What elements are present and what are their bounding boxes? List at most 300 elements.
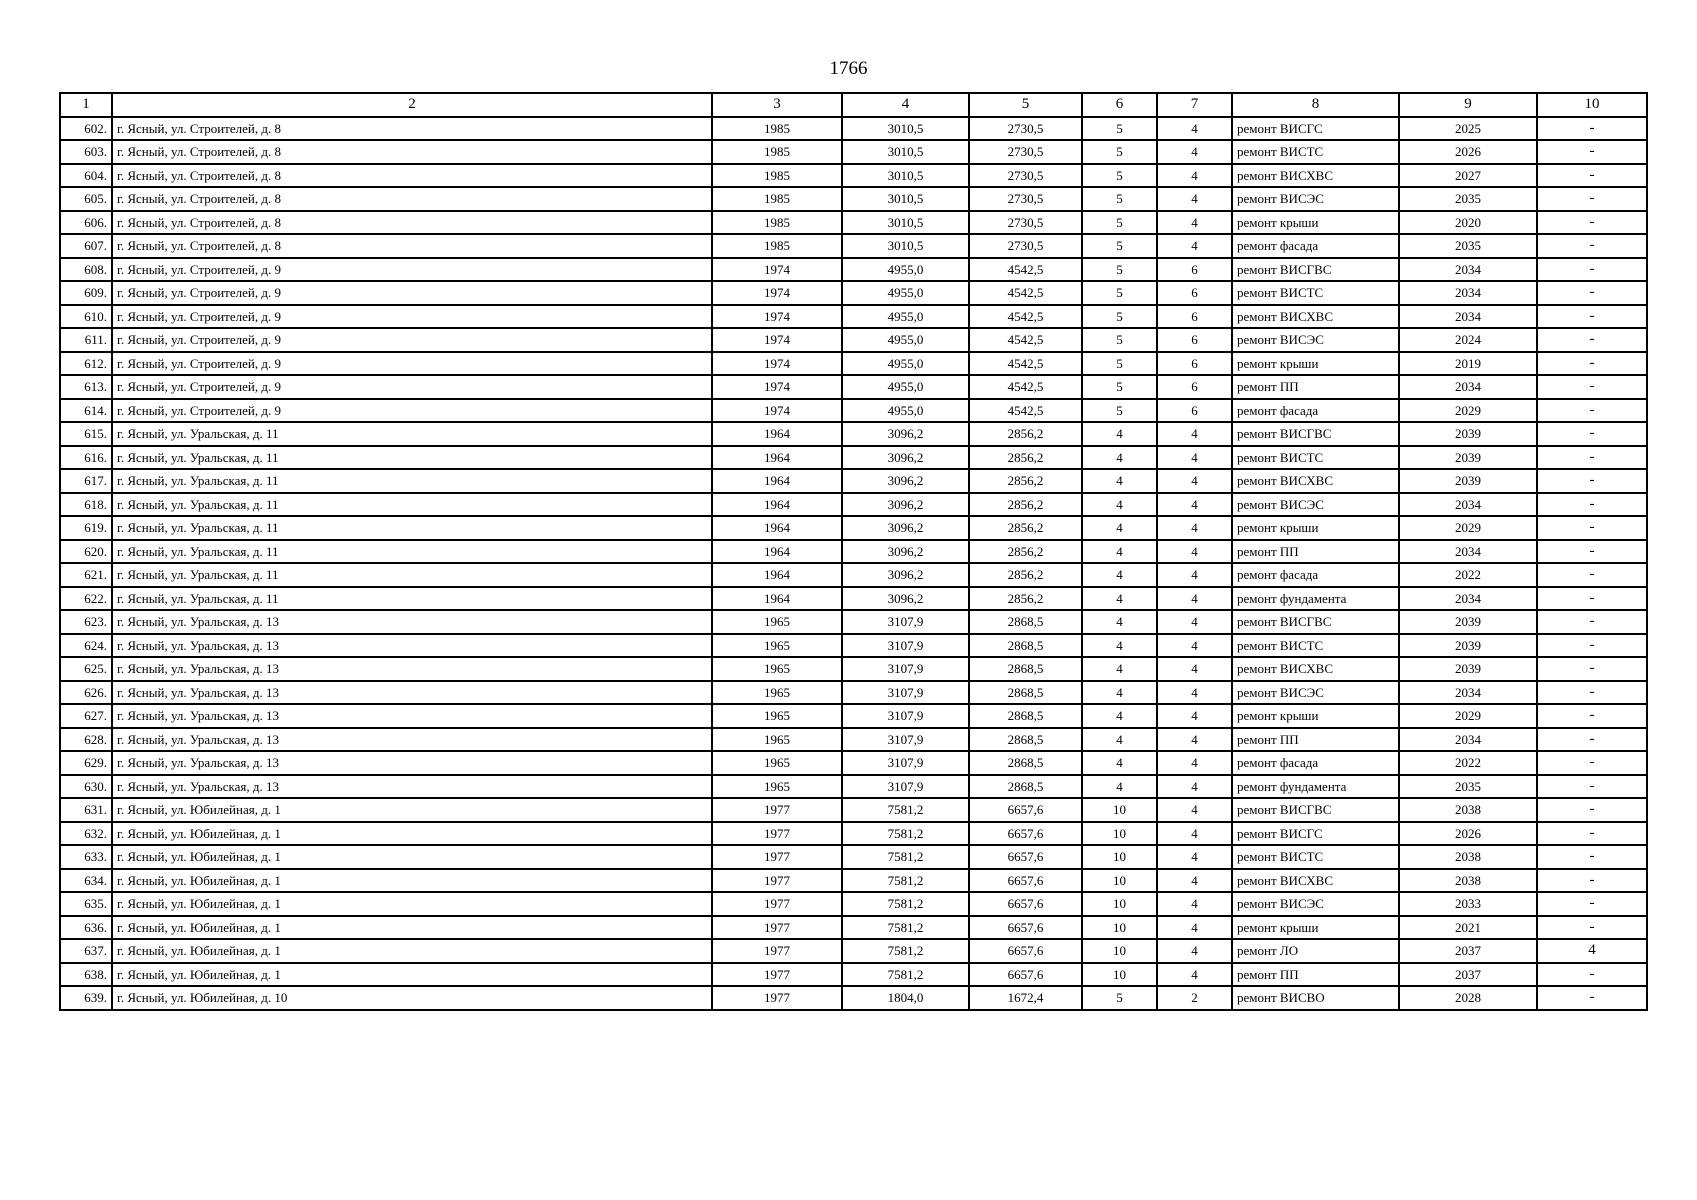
row-number-cell: 630. bbox=[60, 775, 112, 799]
work-type-cell: ремонт ВИСХВС bbox=[1232, 305, 1399, 329]
year-cell: 1985 bbox=[712, 140, 842, 164]
note-cell: - bbox=[1537, 681, 1647, 705]
year-cell: 1965 bbox=[712, 634, 842, 658]
living-area-cell: 6657,6 bbox=[969, 963, 1082, 987]
table-row bbox=[60, 728, 1647, 752]
living-area-cell: 2868,5 bbox=[969, 634, 1082, 658]
floors-cell: 10 bbox=[1082, 845, 1157, 869]
note-cell: - bbox=[1537, 963, 1647, 987]
row-number-cell: 611. bbox=[60, 328, 112, 352]
entrances-cell: 4 bbox=[1157, 211, 1232, 235]
note-cell: - bbox=[1537, 704, 1647, 728]
year-cell: 1974 bbox=[712, 399, 842, 423]
total-area-cell: 4955,0 bbox=[842, 305, 969, 329]
entrances-cell: 6 bbox=[1157, 352, 1232, 376]
note-cell: - bbox=[1537, 775, 1647, 799]
plan-year-cell: 2038 bbox=[1399, 869, 1537, 893]
plan-year-cell: 2039 bbox=[1399, 610, 1537, 634]
plan-year-cell: 2021 bbox=[1399, 916, 1537, 940]
entrances-cell: 4 bbox=[1157, 775, 1232, 799]
note-cell: - bbox=[1537, 916, 1647, 940]
work-type-cell: ремонт ПП bbox=[1232, 728, 1399, 752]
work-type-cell: ремонт крыши bbox=[1232, 352, 1399, 376]
table-row bbox=[60, 305, 1647, 329]
total-area-cell: 7581,2 bbox=[842, 822, 969, 846]
table-row bbox=[60, 798, 1647, 822]
work-type-cell: ремонт ВИСГВС bbox=[1232, 258, 1399, 282]
work-type-cell: ремонт ЛО bbox=[1232, 939, 1399, 963]
total-area-cell: 4955,0 bbox=[842, 281, 969, 305]
table-row bbox=[60, 375, 1647, 399]
address-cell: г. Ясный, ул. Уральская, д. 13 bbox=[112, 751, 712, 775]
year-cell: 1974 bbox=[712, 281, 842, 305]
row-number-cell: 634. bbox=[60, 869, 112, 893]
address-cell: г. Ясный, ул. Уральская, д. 11 bbox=[112, 563, 712, 587]
entrances-cell: 4 bbox=[1157, 140, 1232, 164]
column-header: 2 bbox=[112, 93, 712, 117]
table-row bbox=[60, 140, 1647, 164]
floors-cell: 4 bbox=[1082, 540, 1157, 564]
plan-year-cell: 2034 bbox=[1399, 281, 1537, 305]
year-cell: 1965 bbox=[712, 704, 842, 728]
address-cell: г. Ясный, ул. Строителей, д. 8 bbox=[112, 117, 712, 141]
work-type-cell: ремонт фасада bbox=[1232, 399, 1399, 423]
entrances-cell: 6 bbox=[1157, 399, 1232, 423]
row-number-cell: 610. bbox=[60, 305, 112, 329]
entrances-cell: 6 bbox=[1157, 305, 1232, 329]
row-number-cell: 617. bbox=[60, 469, 112, 493]
work-type-cell: ремонт ВИСГС bbox=[1232, 822, 1399, 846]
note-cell: - bbox=[1537, 822, 1647, 846]
entrances-cell: 2 bbox=[1157, 986, 1232, 1010]
note-cell: - bbox=[1537, 610, 1647, 634]
work-type-cell: ремонт ВИСХВС bbox=[1232, 869, 1399, 893]
year-cell: 1965 bbox=[712, 728, 842, 752]
note-cell: - bbox=[1537, 587, 1647, 611]
year-cell: 1977 bbox=[712, 869, 842, 893]
entrances-cell: 6 bbox=[1157, 281, 1232, 305]
note-cell: - bbox=[1537, 493, 1647, 517]
year-cell: 1964 bbox=[712, 587, 842, 611]
total-area-cell: 3096,2 bbox=[842, 422, 969, 446]
living-area-cell: 2730,5 bbox=[969, 164, 1082, 188]
table-row bbox=[60, 469, 1647, 493]
floors-cell: 4 bbox=[1082, 704, 1157, 728]
entrances-cell: 4 bbox=[1157, 728, 1232, 752]
year-cell: 1977 bbox=[712, 892, 842, 916]
entrances-cell: 4 bbox=[1157, 234, 1232, 258]
column-header: 5 bbox=[969, 93, 1082, 117]
year-cell: 1974 bbox=[712, 258, 842, 282]
table-row bbox=[60, 352, 1647, 376]
note-cell: - bbox=[1537, 751, 1647, 775]
living-area-cell: 2730,5 bbox=[969, 117, 1082, 141]
row-number-cell: 605. bbox=[60, 187, 112, 211]
row-number-cell: 636. bbox=[60, 916, 112, 940]
plan-year-cell: 2029 bbox=[1399, 516, 1537, 540]
plan-year-cell: 2027 bbox=[1399, 164, 1537, 188]
address-cell: г. Ясный, ул. Строителей, д. 9 bbox=[112, 375, 712, 399]
entrances-cell: 4 bbox=[1157, 751, 1232, 775]
total-area-cell: 3107,9 bbox=[842, 728, 969, 752]
floors-cell: 4 bbox=[1082, 610, 1157, 634]
floors-cell: 5 bbox=[1082, 399, 1157, 423]
note-cell: - bbox=[1537, 352, 1647, 376]
total-area-cell: 3010,5 bbox=[842, 234, 969, 258]
total-area-cell: 3107,9 bbox=[842, 681, 969, 705]
note-cell: - bbox=[1537, 563, 1647, 587]
address-cell: г. Ясный, ул. Юбилейная, д. 1 bbox=[112, 869, 712, 893]
header-row bbox=[60, 93, 1647, 117]
note-cell: - bbox=[1537, 469, 1647, 493]
address-cell: г. Ясный, ул. Уральская, д. 13 bbox=[112, 704, 712, 728]
address-cell: г. Ясный, ул. Строителей, д. 8 bbox=[112, 187, 712, 211]
year-cell: 1964 bbox=[712, 493, 842, 517]
address-cell: г. Ясный, ул. Юбилейная, д. 1 bbox=[112, 822, 712, 846]
table-row bbox=[60, 187, 1647, 211]
year-cell: 1964 bbox=[712, 563, 842, 587]
note-cell: - bbox=[1537, 422, 1647, 446]
floors-cell: 4 bbox=[1082, 446, 1157, 470]
note-cell: - bbox=[1537, 399, 1647, 423]
living-area-cell: 2868,5 bbox=[969, 610, 1082, 634]
note-cell: - bbox=[1537, 446, 1647, 470]
table-row bbox=[60, 704, 1647, 728]
note-cell: - bbox=[1537, 892, 1647, 916]
plan-year-cell: 2039 bbox=[1399, 469, 1537, 493]
work-type-cell: ремонт ВИСГВС bbox=[1232, 798, 1399, 822]
plan-year-cell: 2037 bbox=[1399, 939, 1537, 963]
note-cell: - bbox=[1537, 869, 1647, 893]
entrances-cell: 4 bbox=[1157, 634, 1232, 658]
row-number-cell: 620. bbox=[60, 540, 112, 564]
table-body bbox=[60, 117, 1647, 1010]
note-cell: - bbox=[1537, 540, 1647, 564]
floors-cell: 5 bbox=[1082, 281, 1157, 305]
entrances-cell: 6 bbox=[1157, 375, 1232, 399]
address-cell: г. Ясный, ул. Уральская, д. 13 bbox=[112, 657, 712, 681]
living-area-cell: 4542,5 bbox=[969, 352, 1082, 376]
entrances-cell: 4 bbox=[1157, 845, 1232, 869]
living-area-cell: 2730,5 bbox=[969, 234, 1082, 258]
floors-cell: 4 bbox=[1082, 563, 1157, 587]
note-cell: - bbox=[1537, 845, 1647, 869]
entrances-cell: 4 bbox=[1157, 422, 1232, 446]
table-row bbox=[60, 234, 1647, 258]
address-cell: г. Ясный, ул. Строителей, д. 9 bbox=[112, 258, 712, 282]
work-type-cell: ремонт крыши bbox=[1232, 704, 1399, 728]
floors-cell: 5 bbox=[1082, 375, 1157, 399]
year-cell: 1965 bbox=[712, 657, 842, 681]
table-row bbox=[60, 587, 1647, 611]
floors-cell: 4 bbox=[1082, 493, 1157, 517]
total-area-cell: 3010,5 bbox=[842, 187, 969, 211]
table-row bbox=[60, 328, 1647, 352]
year-cell: 1977 bbox=[712, 916, 842, 940]
plan-year-cell: 2035 bbox=[1399, 775, 1537, 799]
total-area-cell: 3107,9 bbox=[842, 657, 969, 681]
year-cell: 1985 bbox=[712, 234, 842, 258]
living-area-cell: 2856,2 bbox=[969, 587, 1082, 611]
floors-cell: 5 bbox=[1082, 986, 1157, 1010]
work-type-cell: ремонт ВИСТС bbox=[1232, 845, 1399, 869]
address-cell: г. Ясный, ул. Уральская, д. 11 bbox=[112, 469, 712, 493]
table-row bbox=[60, 892, 1647, 916]
living-area-cell: 2856,2 bbox=[969, 469, 1082, 493]
note-cell: - bbox=[1537, 234, 1647, 258]
work-type-cell: ремонт ВИСГС bbox=[1232, 117, 1399, 141]
row-number-cell: 629. bbox=[60, 751, 112, 775]
entrances-cell: 4 bbox=[1157, 540, 1232, 564]
entrances-cell: 4 bbox=[1157, 587, 1232, 611]
note-cell: - bbox=[1537, 211, 1647, 235]
year-cell: 1974 bbox=[712, 328, 842, 352]
total-area-cell: 4955,0 bbox=[842, 258, 969, 282]
address-cell: г. Ясный, ул. Юбилейная, д. 1 bbox=[112, 916, 712, 940]
plan-year-cell: 2024 bbox=[1399, 328, 1537, 352]
row-number-cell: 607. bbox=[60, 234, 112, 258]
address-cell: г. Ясный, ул. Юбилейная, д. 1 bbox=[112, 845, 712, 869]
table-row bbox=[60, 963, 1647, 987]
plan-year-cell: 2039 bbox=[1399, 422, 1537, 446]
plan-year-cell: 2026 bbox=[1399, 140, 1537, 164]
table-row bbox=[60, 986, 1647, 1010]
row-number-cell: 632. bbox=[60, 822, 112, 846]
work-type-cell: ремонт ВИСХВС bbox=[1232, 657, 1399, 681]
note-cell: - bbox=[1537, 375, 1647, 399]
plan-year-cell: 2029 bbox=[1399, 399, 1537, 423]
year-cell: 1974 bbox=[712, 375, 842, 399]
work-type-cell: ремонт ВИСЭС bbox=[1232, 681, 1399, 705]
address-cell: г. Ясный, ул. Строителей, д. 9 bbox=[112, 328, 712, 352]
total-area-cell: 3107,9 bbox=[842, 610, 969, 634]
total-area-cell: 4955,0 bbox=[842, 352, 969, 376]
row-number-cell: 637. bbox=[60, 939, 112, 963]
address-cell: г. Ясный, ул. Уральская, д. 13 bbox=[112, 634, 712, 658]
address-cell: г. Ясный, ул. Уральская, д. 13 bbox=[112, 610, 712, 634]
address-cell: г. Ясный, ул. Строителей, д. 9 bbox=[112, 352, 712, 376]
total-area-cell: 1804,0 bbox=[842, 986, 969, 1010]
total-area-cell: 3096,2 bbox=[842, 493, 969, 517]
year-cell: 1965 bbox=[712, 775, 842, 799]
year-cell: 1974 bbox=[712, 305, 842, 329]
total-area-cell: 7581,2 bbox=[842, 892, 969, 916]
note-cell: - bbox=[1537, 117, 1647, 141]
address-cell: г. Ясный, ул. Уральская, д. 11 bbox=[112, 422, 712, 446]
table-row bbox=[60, 634, 1647, 658]
row-number-cell: 624. bbox=[60, 634, 112, 658]
entrances-cell: 4 bbox=[1157, 610, 1232, 634]
floors-cell: 4 bbox=[1082, 516, 1157, 540]
row-number-cell: 638. bbox=[60, 963, 112, 987]
note-cell: - bbox=[1537, 328, 1647, 352]
total-area-cell: 3096,2 bbox=[842, 446, 969, 470]
table-row bbox=[60, 399, 1647, 423]
address-cell: г. Ясный, ул. Уральская, д. 11 bbox=[112, 446, 712, 470]
address-cell: г. Ясный, ул. Строителей, д. 8 bbox=[112, 211, 712, 235]
plan-year-cell: 2028 bbox=[1399, 986, 1537, 1010]
entrances-cell: 4 bbox=[1157, 563, 1232, 587]
row-number-cell: 602. bbox=[60, 117, 112, 141]
work-type-cell: ремонт ВИСХВС bbox=[1232, 469, 1399, 493]
floors-cell: 5 bbox=[1082, 328, 1157, 352]
total-area-cell: 4955,0 bbox=[842, 375, 969, 399]
total-area-cell: 3096,2 bbox=[842, 516, 969, 540]
total-area-cell: 7581,2 bbox=[842, 869, 969, 893]
row-number-cell: 625. bbox=[60, 657, 112, 681]
floors-cell: 10 bbox=[1082, 916, 1157, 940]
living-area-cell: 4542,5 bbox=[969, 328, 1082, 352]
note-cell: - bbox=[1537, 281, 1647, 305]
work-type-cell: ремонт фасада bbox=[1232, 751, 1399, 775]
table-row bbox=[60, 446, 1647, 470]
plan-year-cell: 2034 bbox=[1399, 728, 1537, 752]
living-area-cell: 4542,5 bbox=[969, 375, 1082, 399]
total-area-cell: 3010,5 bbox=[842, 211, 969, 235]
note-cell: - bbox=[1537, 728, 1647, 752]
note-cell: - bbox=[1537, 634, 1647, 658]
floors-cell: 10 bbox=[1082, 869, 1157, 893]
table-row bbox=[60, 775, 1647, 799]
plan-year-cell: 2039 bbox=[1399, 446, 1537, 470]
floors-cell: 4 bbox=[1082, 657, 1157, 681]
entrances-cell: 4 bbox=[1157, 516, 1232, 540]
total-area-cell: 7581,2 bbox=[842, 916, 969, 940]
living-area-cell: 6657,6 bbox=[969, 869, 1082, 893]
living-area-cell: 4542,5 bbox=[969, 281, 1082, 305]
living-area-cell: 2856,2 bbox=[969, 422, 1082, 446]
total-area-cell: 3096,2 bbox=[842, 587, 969, 611]
plan-year-cell: 2039 bbox=[1399, 657, 1537, 681]
living-area-cell: 6657,6 bbox=[969, 822, 1082, 846]
note-cell: - bbox=[1537, 657, 1647, 681]
address-cell: г. Ясный, ул. Уральская, д. 11 bbox=[112, 587, 712, 611]
total-area-cell: 3107,9 bbox=[842, 634, 969, 658]
living-area-cell: 2856,2 bbox=[969, 493, 1082, 517]
floors-cell: 4 bbox=[1082, 422, 1157, 446]
entrances-cell: 6 bbox=[1157, 258, 1232, 282]
row-number-cell: 616. bbox=[60, 446, 112, 470]
floors-cell: 4 bbox=[1082, 469, 1157, 493]
table-row bbox=[60, 563, 1647, 587]
plan-year-cell: 2034 bbox=[1399, 258, 1537, 282]
floors-cell: 4 bbox=[1082, 775, 1157, 799]
work-type-cell: ремонт ВИСГВС bbox=[1232, 610, 1399, 634]
floors-cell: 10 bbox=[1082, 939, 1157, 963]
living-area-cell: 2856,2 bbox=[969, 516, 1082, 540]
address-cell: г. Ясный, ул. Уральская, д. 13 bbox=[112, 775, 712, 799]
entrances-cell: 4 bbox=[1157, 798, 1232, 822]
total-area-cell: 3010,5 bbox=[842, 140, 969, 164]
year-cell: 1964 bbox=[712, 469, 842, 493]
plan-year-cell: 2029 bbox=[1399, 704, 1537, 728]
table-row bbox=[60, 211, 1647, 235]
year-cell: 1985 bbox=[712, 117, 842, 141]
table-row bbox=[60, 939, 1647, 963]
living-area-cell: 4542,5 bbox=[969, 258, 1082, 282]
total-area-cell: 4955,0 bbox=[842, 328, 969, 352]
year-cell: 1977 bbox=[712, 798, 842, 822]
row-number-cell: 622. bbox=[60, 587, 112, 611]
column-header: 10 bbox=[1537, 93, 1647, 117]
living-area-cell: 2856,2 bbox=[969, 540, 1082, 564]
living-area-cell: 2730,5 bbox=[969, 211, 1082, 235]
table-row bbox=[60, 422, 1647, 446]
total-area-cell: 3107,9 bbox=[842, 775, 969, 799]
total-area-cell: 4955,0 bbox=[842, 399, 969, 423]
address-cell: г. Ясный, ул. Уральская, д. 13 bbox=[112, 728, 712, 752]
living-area-cell: 2868,5 bbox=[969, 751, 1082, 775]
living-area-cell: 2730,5 bbox=[969, 140, 1082, 164]
column-header: 7 bbox=[1157, 93, 1232, 117]
floors-cell: 5 bbox=[1082, 187, 1157, 211]
work-type-cell: ремонт крыши bbox=[1232, 211, 1399, 235]
row-number-cell: 603. bbox=[60, 140, 112, 164]
work-type-cell: ремонт ВИСТС bbox=[1232, 634, 1399, 658]
address-cell: г. Ясный, ул. Уральская, д. 13 bbox=[112, 681, 712, 705]
work-type-cell: ремонт фасада bbox=[1232, 563, 1399, 587]
plan-year-cell: 2022 bbox=[1399, 751, 1537, 775]
plan-year-cell: 2038 bbox=[1399, 798, 1537, 822]
floors-cell: 4 bbox=[1082, 751, 1157, 775]
plan-year-cell: 2022 bbox=[1399, 563, 1537, 587]
living-area-cell: 2868,5 bbox=[969, 775, 1082, 799]
table-row bbox=[60, 540, 1647, 564]
column-header: 4 bbox=[842, 93, 969, 117]
work-type-cell: ремонт ВИСЭС bbox=[1232, 328, 1399, 352]
data-table bbox=[59, 92, 1648, 1011]
floors-cell: 5 bbox=[1082, 117, 1157, 141]
year-cell: 1964 bbox=[712, 540, 842, 564]
total-area-cell: 3107,9 bbox=[842, 751, 969, 775]
column-header: 9 bbox=[1399, 93, 1537, 117]
living-area-cell: 6657,6 bbox=[969, 845, 1082, 869]
year-cell: 1964 bbox=[712, 422, 842, 446]
total-area-cell: 3096,2 bbox=[842, 563, 969, 587]
plan-year-cell: 2033 bbox=[1399, 892, 1537, 916]
row-number-cell: 621. bbox=[60, 563, 112, 587]
year-cell: 1964 bbox=[712, 516, 842, 540]
living-area-cell: 6657,6 bbox=[969, 798, 1082, 822]
note-cell: - bbox=[1537, 164, 1647, 188]
work-type-cell: ремонт фундамента bbox=[1232, 587, 1399, 611]
work-type-cell: ремонт крыши bbox=[1232, 916, 1399, 940]
note-cell: - bbox=[1537, 516, 1647, 540]
year-cell: 1977 bbox=[712, 963, 842, 987]
table-row bbox=[60, 916, 1647, 940]
total-area-cell: 3010,5 bbox=[842, 164, 969, 188]
plan-year-cell: 2026 bbox=[1399, 822, 1537, 846]
floors-cell: 10 bbox=[1082, 892, 1157, 916]
work-type-cell: ремонт фундамента bbox=[1232, 775, 1399, 799]
work-type-cell: ремонт ВИСВО bbox=[1232, 986, 1399, 1010]
address-cell: г. Ясный, ул. Строителей, д. 8 bbox=[112, 164, 712, 188]
address-cell: г. Ясный, ул. Уральская, д. 11 bbox=[112, 516, 712, 540]
note-cell: - bbox=[1537, 986, 1647, 1010]
table-row bbox=[60, 281, 1647, 305]
year-cell: 1974 bbox=[712, 352, 842, 376]
living-area-cell: 4542,5 bbox=[969, 305, 1082, 329]
year-cell: 1985 bbox=[712, 164, 842, 188]
year-cell: 1977 bbox=[712, 822, 842, 846]
table-row bbox=[60, 822, 1647, 846]
year-cell: 1977 bbox=[712, 939, 842, 963]
entrances-cell: 4 bbox=[1157, 657, 1232, 681]
floors-cell: 5 bbox=[1082, 164, 1157, 188]
note-cell: - bbox=[1537, 305, 1647, 329]
work-type-cell: ремонт ВИСЭС bbox=[1232, 187, 1399, 211]
living-area-cell: 2868,5 bbox=[969, 704, 1082, 728]
